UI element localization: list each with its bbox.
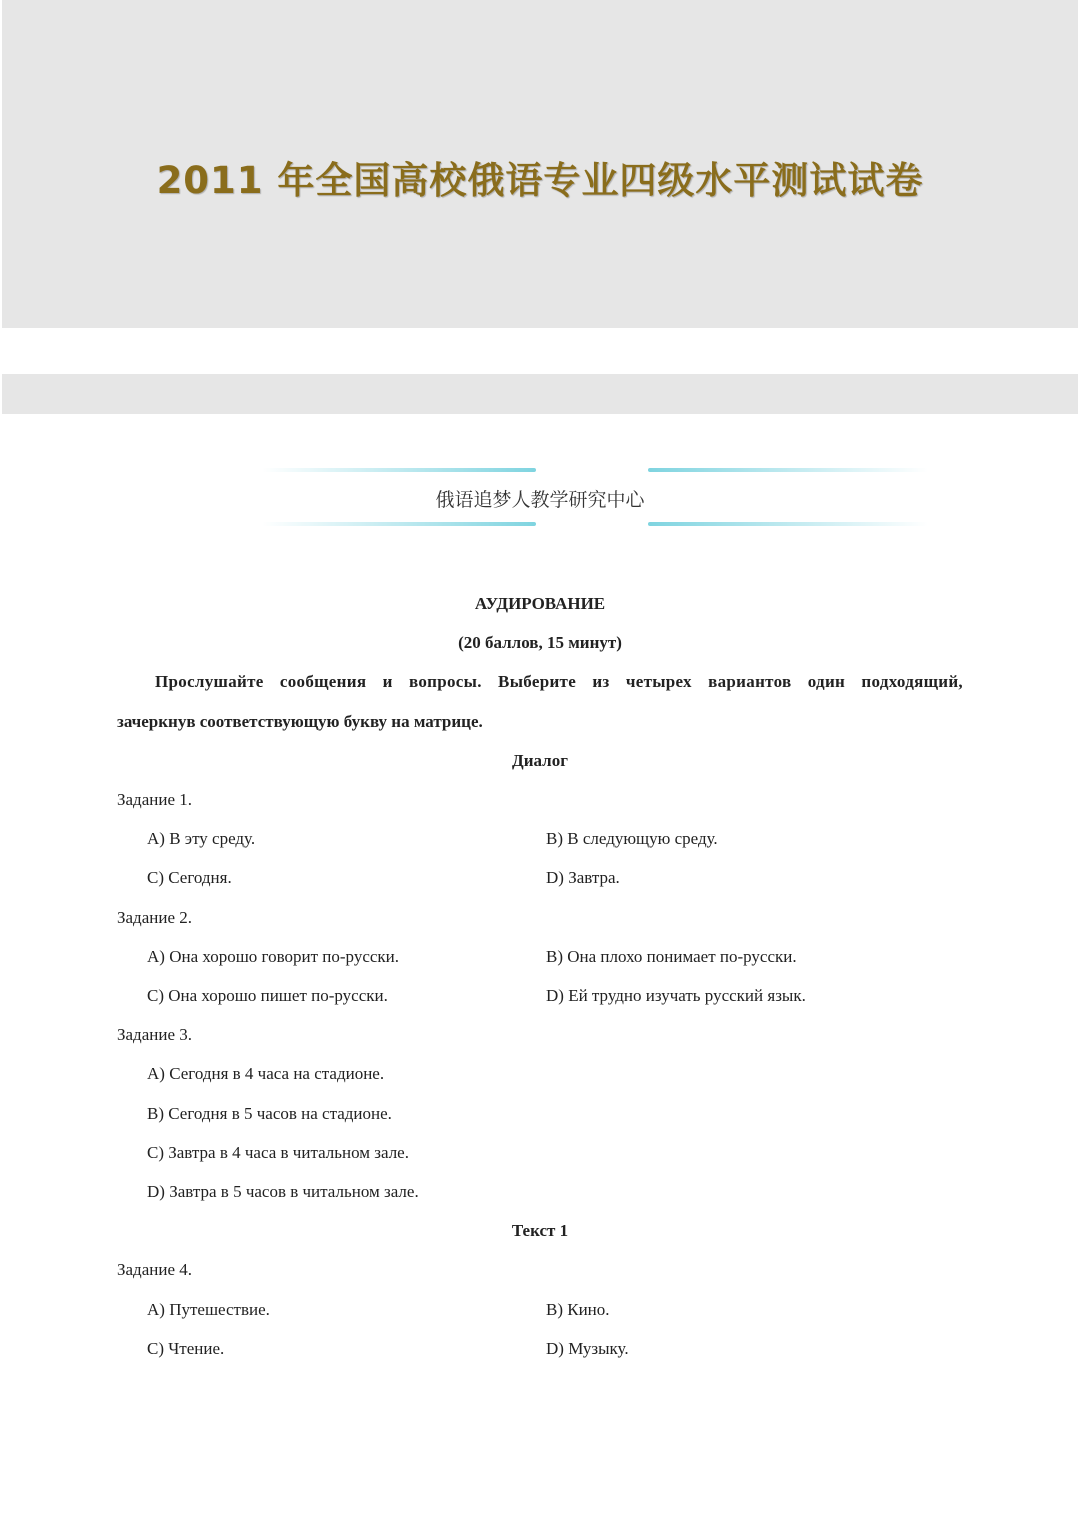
answer-option: D) Музыку. [546, 1338, 629, 1358]
task-label: Задание 3. [117, 1025, 192, 1045]
answer-option: D) Ей трудно изучать русский язык. [546, 986, 806, 1006]
answer-option: B) Кино. [546, 1299, 610, 1319]
task-label: Задание 1. [117, 790, 192, 810]
options-row [117, 1329, 963, 1368]
answer-option: C) Она хорошо пишет по-русски. [147, 986, 388, 1006]
answer-option: D) Завтра в 5 часов в читальном зале. [147, 1182, 419, 1202]
instruction-line-1: Прослушайте сообщения и вопросы. Выберите из четырех вариантов один подходящий, [155, 672, 963, 692]
options-row [117, 976, 963, 1015]
answer-option: D) Завтра. [546, 868, 620, 888]
dialog-heading: Диалог [512, 750, 568, 770]
answer-option: B) Сегодня в 5 часов на стадионе. [147, 1103, 392, 1123]
instruction-line-2: зачеркнув соответствующую букву на матрице. [117, 711, 483, 731]
answer-option: B) Она плохо понимает по-русски. [546, 946, 797, 966]
answer-option: C) Чтение. [147, 1338, 225, 1358]
decorative-rule [262, 468, 536, 472]
decorative-rule [262, 522, 536, 526]
options-row [117, 858, 963, 897]
answer-option: A) Путешествие. [147, 1299, 270, 1319]
exam-content [117, 584, 963, 1368]
answer-option: A) В эту среду. [147, 829, 256, 849]
answer-option: C) Сегодня. [147, 868, 232, 888]
answer-option: A) Сегодня в 4 часа на стадионе. [147, 1064, 385, 1084]
organization-name: 俄语追梦人教学研究中心 [435, 489, 645, 511]
header-band [2, 374, 1078, 414]
options-row [117, 819, 963, 858]
title-banner [2, 0, 1078, 328]
answer-option: A) Она хорошо говорит по-русски. [147, 946, 400, 966]
section-points: (20 баллов, 15 минут) [458, 633, 622, 653]
document-title: 2011 年全国高校俄语专业四级水平测试试卷 [156, 159, 924, 202]
task-label: Задание 4. [117, 1260, 192, 1280]
answer-option: C) Завтра в 4 часа в читальном зале. [147, 1142, 409, 1162]
options-row [117, 937, 963, 976]
answer-option: B) В следующую среду. [546, 829, 718, 849]
options-row [117, 1290, 963, 1329]
decorative-rule [648, 522, 928, 526]
section-title: АУДИРОВАНИЕ [474, 594, 606, 613]
text1-heading: Текст 1 [511, 1221, 569, 1241]
task-label: Задание 2. [117, 907, 192, 927]
decorative-rule [648, 468, 928, 472]
